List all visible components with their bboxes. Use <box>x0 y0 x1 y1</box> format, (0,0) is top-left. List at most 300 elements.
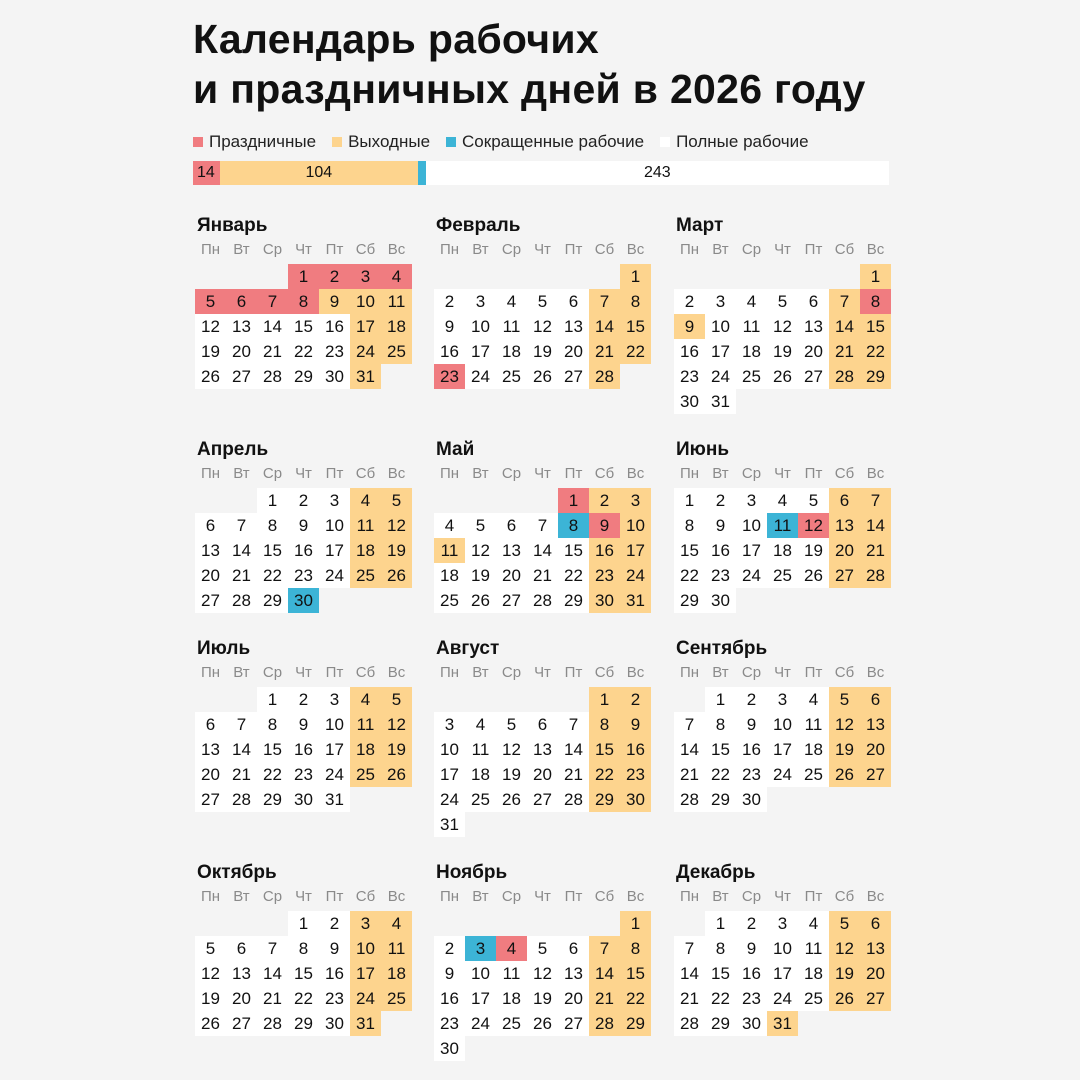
weekday-label: Вс <box>387 241 406 258</box>
summary-value-holiday: 14 <box>197 164 215 181</box>
weekday-label: Вс <box>387 465 406 482</box>
weekday-label: Вт <box>712 664 729 681</box>
weekday-label: Сб <box>594 241 615 258</box>
day-cell-workday: 11 <box>465 737 496 762</box>
day-cell-weekend: 25 <box>350 762 381 787</box>
day-cell-workday: 22 <box>674 563 705 588</box>
weekday-label: Пн <box>679 241 700 258</box>
day-cell-weekend: 18 <box>381 314 412 339</box>
day-cell-weekend: 21 <box>589 986 620 1011</box>
day-cell-weekend: 15 <box>860 314 891 339</box>
month-name: Сентябрь <box>676 638 768 659</box>
day-cell-weekend: 24 <box>350 339 381 364</box>
empty-cell <box>226 911 257 936</box>
day-cell-weekend: 22 <box>860 339 891 364</box>
day-cell-workday: 14 <box>226 538 257 563</box>
day-cell-weekend: 27 <box>860 986 891 1011</box>
empty-cell <box>527 911 558 936</box>
day-cell-short-day: 8 <box>558 513 589 538</box>
day-cell-workday: 27 <box>195 787 226 812</box>
day-cell-weekend: 3 <box>620 488 651 513</box>
day-cell-workday: 27 <box>496 588 527 613</box>
weekday-label: Пт <box>564 888 583 905</box>
day-cell-workday: 9 <box>288 513 319 538</box>
day-cell-weekend: 17 <box>350 314 381 339</box>
weekday-label: Вт <box>712 465 729 482</box>
day-cell-workday: 4 <box>465 712 496 737</box>
day-cell-workday: 17 <box>319 538 350 563</box>
day-cell-workday: 15 <box>674 538 705 563</box>
weekday-label: Вт <box>233 241 250 258</box>
day-cell-workday: 2 <box>288 687 319 712</box>
day-cell-workday: 11 <box>736 314 767 339</box>
day-cell-workday: 19 <box>496 762 527 787</box>
day-cell-weekend: 29 <box>589 787 620 812</box>
day-cell-weekend: 22 <box>620 339 651 364</box>
day-cell-workday: 23 <box>674 364 705 389</box>
day-cell-workday: 8 <box>705 936 736 961</box>
day-cell-workday: 30 <box>288 787 319 812</box>
empty-cell <box>674 264 705 289</box>
empty-cell <box>465 264 496 289</box>
empty-cell <box>496 488 527 513</box>
empty-cell <box>195 687 226 712</box>
day-cell-workday: 28 <box>527 588 558 613</box>
day-cell-holiday: 5 <box>195 289 226 314</box>
weekday-label: Ср <box>741 241 762 258</box>
day-cell-workday: 28 <box>257 364 288 389</box>
legend-label: Полные рабочие <box>676 132 809 151</box>
empty-cell <box>226 687 257 712</box>
month-name: Ноябрь <box>436 862 508 883</box>
weekday-header <box>674 886 891 908</box>
day-cell-workday: 6 <box>195 513 226 538</box>
day-cell-holiday: 23 <box>434 364 465 389</box>
day-cell-workday: 24 <box>465 1011 496 1036</box>
day-cell-holiday: 8 <box>860 289 891 314</box>
empty-cell <box>195 264 226 289</box>
day-cell-workday: 31 <box>705 389 736 414</box>
day-cell-workday: 16 <box>434 339 465 364</box>
day-cell-weekend: 8 <box>620 289 651 314</box>
day-cell-workday: 19 <box>527 986 558 1011</box>
day-cell-workday: 22 <box>288 986 319 1011</box>
legend-label: Сокращенные рабочие <box>462 132 645 151</box>
empty-cell <box>226 264 257 289</box>
day-cell-weekend: 9 <box>620 712 651 737</box>
weekday-label: Вт <box>472 664 489 681</box>
day-cell-weekend: 13 <box>829 513 860 538</box>
day-cell-workday: 6 <box>558 936 589 961</box>
day-cell-weekend: 12 <box>381 513 412 538</box>
day-cell-weekend: 14 <box>860 513 891 538</box>
day-cell-workday: 4 <box>496 289 527 314</box>
day-cell-workday: 13 <box>195 737 226 762</box>
day-cell-weekend: 1 <box>620 911 651 936</box>
weekday-label: Ср <box>741 664 762 681</box>
weekday-label: Вт <box>472 888 489 905</box>
day-cell-workday: 3 <box>319 488 350 513</box>
month-5 <box>434 438 651 613</box>
month-name: Март <box>676 215 724 236</box>
weekday-label: Пн <box>679 465 700 482</box>
weekday-label: Ср <box>501 888 522 905</box>
month-8 <box>434 637 651 837</box>
day-cell-workday: 16 <box>288 737 319 762</box>
day-cell-workday: 15 <box>705 961 736 986</box>
day-cell-weekend: 27 <box>829 563 860 588</box>
weekday-label: Пт <box>564 664 583 681</box>
day-cell-workday: 4 <box>736 289 767 314</box>
day-cell-workday: 26 <box>527 1011 558 1036</box>
day-cell-workday: 7 <box>527 513 558 538</box>
weekday-label: Пн <box>679 888 700 905</box>
legend-swatch-full <box>660 137 670 147</box>
weekday-label: Вт <box>233 664 250 681</box>
day-cell-workday: 15 <box>288 314 319 339</box>
day-cell-workday: 20 <box>226 339 257 364</box>
day-grid <box>434 264 651 389</box>
weekday-label: Ср <box>741 465 762 482</box>
day-cell-workday: 10 <box>736 513 767 538</box>
day-cell-workday: 4 <box>434 513 465 538</box>
day-cell-workday: 11 <box>798 936 829 961</box>
day-cell-weekend: 11 <box>381 936 412 961</box>
day-cell-workday: 2 <box>434 936 465 961</box>
weekday-label: Вт <box>712 241 729 258</box>
day-cell-workday: 28 <box>674 1011 705 1036</box>
day-cell-workday: 26 <box>195 1011 226 1036</box>
weekday-label: Чт <box>295 888 312 905</box>
day-cell-workday: 23 <box>288 762 319 787</box>
day-cell-workday: 28 <box>226 787 257 812</box>
weekday-label: Пт <box>325 664 344 681</box>
day-cell-workday: 20 <box>527 762 558 787</box>
day-cell-workday: 14 <box>226 737 257 762</box>
day-cell-workday: 13 <box>798 314 829 339</box>
day-cell-workday: 18 <box>496 986 527 1011</box>
day-cell-weekend: 6 <box>860 687 891 712</box>
day-cell-workday: 6 <box>798 289 829 314</box>
month-name: Декабрь <box>676 862 756 883</box>
day-cell-workday: 9 <box>736 936 767 961</box>
day-cell-weekend: 20 <box>860 737 891 762</box>
weekday-label: Сб <box>834 465 855 482</box>
day-cell-workday: 12 <box>527 314 558 339</box>
weekday-label: Вт <box>712 888 729 905</box>
day-cell-workday: 9 <box>434 961 465 986</box>
day-cell-weekend: 9 <box>319 289 350 314</box>
day-cell-workday: 25 <box>798 762 829 787</box>
page-title <box>193 14 866 114</box>
day-cell-weekend: 26 <box>829 762 860 787</box>
day-cell-weekend: 19 <box>829 737 860 762</box>
day-cell-workday: 16 <box>319 961 350 986</box>
weekday-label: Ср <box>501 465 522 482</box>
day-cell-holiday: 3 <box>350 264 381 289</box>
day-cell-weekend: 14 <box>589 314 620 339</box>
day-grid <box>195 264 412 389</box>
day-cell-holiday: 1 <box>288 264 319 289</box>
day-cell-workday: 20 <box>195 563 226 588</box>
day-cell-workday: 24 <box>767 986 798 1011</box>
day-cell-workday: 16 <box>736 737 767 762</box>
day-cell-workday: 13 <box>558 314 589 339</box>
day-cell-workday: 21 <box>558 762 589 787</box>
day-cell-workday: 22 <box>257 762 288 787</box>
day-cell-workday: 20 <box>496 563 527 588</box>
month-name: Август <box>436 638 500 659</box>
day-cell-weekend: 5 <box>829 911 860 936</box>
weekday-label: Ср <box>262 664 283 681</box>
weekday-label: Сб <box>594 888 615 905</box>
day-cell-workday: 18 <box>434 563 465 588</box>
day-cell-workday: 18 <box>465 762 496 787</box>
day-cell-workday: 3 <box>434 712 465 737</box>
day-cell-workday: 21 <box>674 762 705 787</box>
weekday-label: Пн <box>200 664 221 681</box>
day-cell-weekend: 11 <box>350 513 381 538</box>
weekday-label: Сб <box>355 664 376 681</box>
weekday-label: Чт <box>774 664 791 681</box>
weekday-label: Сб <box>594 664 615 681</box>
day-cell-workday: 12 <box>465 538 496 563</box>
empty-cell <box>257 264 288 289</box>
empty-cell <box>496 911 527 936</box>
day-cell-workday: 15 <box>257 737 288 762</box>
day-cell-workday: 27 <box>226 1011 257 1036</box>
day-cell-weekend: 12 <box>829 936 860 961</box>
day-cell-workday: 20 <box>226 986 257 1011</box>
day-cell-workday: 24 <box>767 762 798 787</box>
day-cell-workday: 3 <box>319 687 350 712</box>
weekday-label: Вс <box>626 664 645 681</box>
day-cell-weekend: 20 <box>860 961 891 986</box>
day-cell-holiday: 2 <box>319 264 350 289</box>
day-cell-workday: 30 <box>319 364 350 389</box>
weekday-header <box>674 239 891 261</box>
day-cell-workday: 26 <box>527 364 558 389</box>
day-cell-workday: 11 <box>496 961 527 986</box>
day-cell-weekend: 15 <box>620 961 651 986</box>
day-cell-workday: 30 <box>434 1036 465 1061</box>
weekday-label: Пн <box>439 664 460 681</box>
weekday-label: Ср <box>501 241 522 258</box>
day-cell-workday: 29 <box>257 787 288 812</box>
day-cell-workday: 31 <box>319 787 350 812</box>
day-grid <box>674 911 891 1036</box>
day-cell-workday: 10 <box>465 961 496 986</box>
day-cell-workday: 19 <box>195 339 226 364</box>
day-cell-workday: 25 <box>434 588 465 613</box>
title-line-2: и праздничных дней в 2026 году <box>193 66 866 112</box>
day-cell-workday: 1 <box>257 687 288 712</box>
day-cell-workday: 23 <box>736 986 767 1011</box>
weekday-header <box>195 886 412 908</box>
day-cell-weekend: 27 <box>860 762 891 787</box>
empty-cell <box>496 264 527 289</box>
day-cell-weekend: 10 <box>620 513 651 538</box>
day-cell-workday: 16 <box>705 538 736 563</box>
day-cell-weekend: 12 <box>381 712 412 737</box>
legend-label: Праздничные <box>209 132 317 151</box>
day-cell-weekend: 16 <box>589 538 620 563</box>
month-11 <box>434 861 651 1061</box>
day-cell-workday: 26 <box>195 364 226 389</box>
weekday-label: Ср <box>501 664 522 681</box>
weekday-label: Вт <box>472 241 489 258</box>
day-cell-workday: 18 <box>736 339 767 364</box>
day-cell-workday: 29 <box>257 588 288 613</box>
weekday-label: Пт <box>325 465 344 482</box>
month-name: Октябрь <box>197 862 277 883</box>
day-cell-workday: 22 <box>558 563 589 588</box>
day-cell-workday: 9 <box>288 712 319 737</box>
day-cell-workday: 20 <box>798 339 829 364</box>
day-cell-weekend: 17 <box>350 961 381 986</box>
day-cell-weekend: 2 <box>620 687 651 712</box>
day-cell-workday: 2 <box>434 289 465 314</box>
day-cell-workday: 17 <box>767 737 798 762</box>
day-cell-workday: 19 <box>798 538 829 563</box>
empty-cell <box>705 264 736 289</box>
day-cell-workday: 5 <box>527 936 558 961</box>
day-cell-workday: 5 <box>527 289 558 314</box>
day-cell-workday: 8 <box>288 936 319 961</box>
legend-item-full <box>660 132 809 152</box>
day-cell-workday: 21 <box>257 986 288 1011</box>
day-cell-workday: 23 <box>319 986 350 1011</box>
day-cell-weekend: 9 <box>674 314 705 339</box>
legend-swatch-weekend <box>332 137 342 147</box>
day-cell-weekend: 19 <box>829 961 860 986</box>
day-cell-workday: 27 <box>798 364 829 389</box>
day-cell-weekend: 5 <box>381 687 412 712</box>
summary-segment-weekend <box>220 161 418 185</box>
day-cell-workday: 6 <box>558 289 589 314</box>
day-cell-workday: 6 <box>496 513 527 538</box>
weekday-header <box>195 239 412 261</box>
empty-cell <box>465 687 496 712</box>
day-cell-weekend: 30 <box>589 588 620 613</box>
weekday-label: Сб <box>834 664 855 681</box>
month-4 <box>195 438 412 613</box>
empty-cell <box>434 488 465 513</box>
summary-segment-full <box>426 161 889 185</box>
day-cell-workday: 15 <box>558 538 589 563</box>
day-cell-workday: 13 <box>226 961 257 986</box>
day-cell-workday: 20 <box>558 986 589 1011</box>
weekday-label: Вс <box>626 465 645 482</box>
weekday-label: Чт <box>774 888 791 905</box>
day-cell-weekend: 17 <box>620 538 651 563</box>
day-cell-workday: 20 <box>195 762 226 787</box>
day-cell-workday: 5 <box>767 289 798 314</box>
day-cell-weekend: 8 <box>620 936 651 961</box>
day-cell-workday: 9 <box>319 936 350 961</box>
day-cell-workday: 25 <box>465 787 496 812</box>
day-cell-weekend: 18 <box>381 961 412 986</box>
day-cell-weekend: 5 <box>381 488 412 513</box>
day-cell-workday: 7 <box>558 712 589 737</box>
day-cell-workday: 2 <box>736 911 767 936</box>
day-cell-workday: 3 <box>767 911 798 936</box>
empty-cell <box>496 687 527 712</box>
day-cell-holiday: 12 <box>798 513 829 538</box>
day-cell-workday: 25 <box>496 1011 527 1036</box>
day-cell-workday: 19 <box>767 339 798 364</box>
day-cell-workday: 22 <box>288 339 319 364</box>
day-grid <box>674 488 891 613</box>
summary-bar <box>193 161 889 185</box>
day-cell-workday: 17 <box>465 986 496 1011</box>
day-cell-workday: 16 <box>434 986 465 1011</box>
day-cell-workday: 25 <box>798 986 829 1011</box>
day-cell-workday: 15 <box>705 737 736 762</box>
weekday-label: Вс <box>866 888 885 905</box>
weekday-label: Сб <box>355 465 376 482</box>
day-grid <box>674 687 891 812</box>
empty-cell <box>558 264 589 289</box>
weekday-header <box>195 463 412 485</box>
title-line-1: Календарь рабочих <box>193 16 599 62</box>
day-cell-workday: 23 <box>736 762 767 787</box>
day-cell-workday: 25 <box>496 364 527 389</box>
summary-value-weekend: 104 <box>305 164 333 181</box>
day-cell-weekend: 24 <box>350 986 381 1011</box>
day-cell-workday: 4 <box>798 911 829 936</box>
day-cell-workday: 12 <box>527 961 558 986</box>
day-cell-weekend: 14 <box>589 961 620 986</box>
day-cell-weekend: 26 <box>381 563 412 588</box>
day-cell-workday: 30 <box>736 1011 767 1036</box>
day-cell-workday: 18 <box>496 339 527 364</box>
day-cell-workday: 17 <box>705 339 736 364</box>
empty-cell <box>558 911 589 936</box>
day-cell-weekend: 7 <box>589 289 620 314</box>
day-cell-workday: 12 <box>496 737 527 762</box>
day-cell-weekend: 21 <box>860 538 891 563</box>
legend-swatch-short <box>446 137 456 147</box>
day-cell-workday: 2 <box>674 289 705 314</box>
day-cell-weekend: 4 <box>381 911 412 936</box>
day-cell-workday: 29 <box>705 787 736 812</box>
weekday-label: Чт <box>534 888 551 905</box>
day-cell-workday: 21 <box>674 986 705 1011</box>
day-cell-workday: 29 <box>705 1011 736 1036</box>
day-cell-workday: 10 <box>767 712 798 737</box>
day-cell-workday: 26 <box>496 787 527 812</box>
day-cell-workday: 18 <box>798 737 829 762</box>
day-cell-short-day: 30 <box>288 588 319 613</box>
day-cell-workday: 26 <box>798 563 829 588</box>
empty-cell <box>674 687 705 712</box>
day-cell-workday: 18 <box>798 961 829 986</box>
day-cell-workday: 7 <box>674 936 705 961</box>
day-cell-workday: 8 <box>674 513 705 538</box>
day-cell-workday: 30 <box>674 389 705 414</box>
weekday-label: Вт <box>472 465 489 482</box>
weekday-label: Пн <box>679 664 700 681</box>
day-cell-workday: 29 <box>558 588 589 613</box>
weekday-label: Пн <box>439 888 460 905</box>
empty-cell <box>195 911 226 936</box>
weekday-header <box>434 886 651 908</box>
month-name: Февраль <box>436 215 521 236</box>
day-cell-workday: 24 <box>705 364 736 389</box>
day-cell-workday: 17 <box>736 538 767 563</box>
day-cell-workday: 15 <box>288 961 319 986</box>
